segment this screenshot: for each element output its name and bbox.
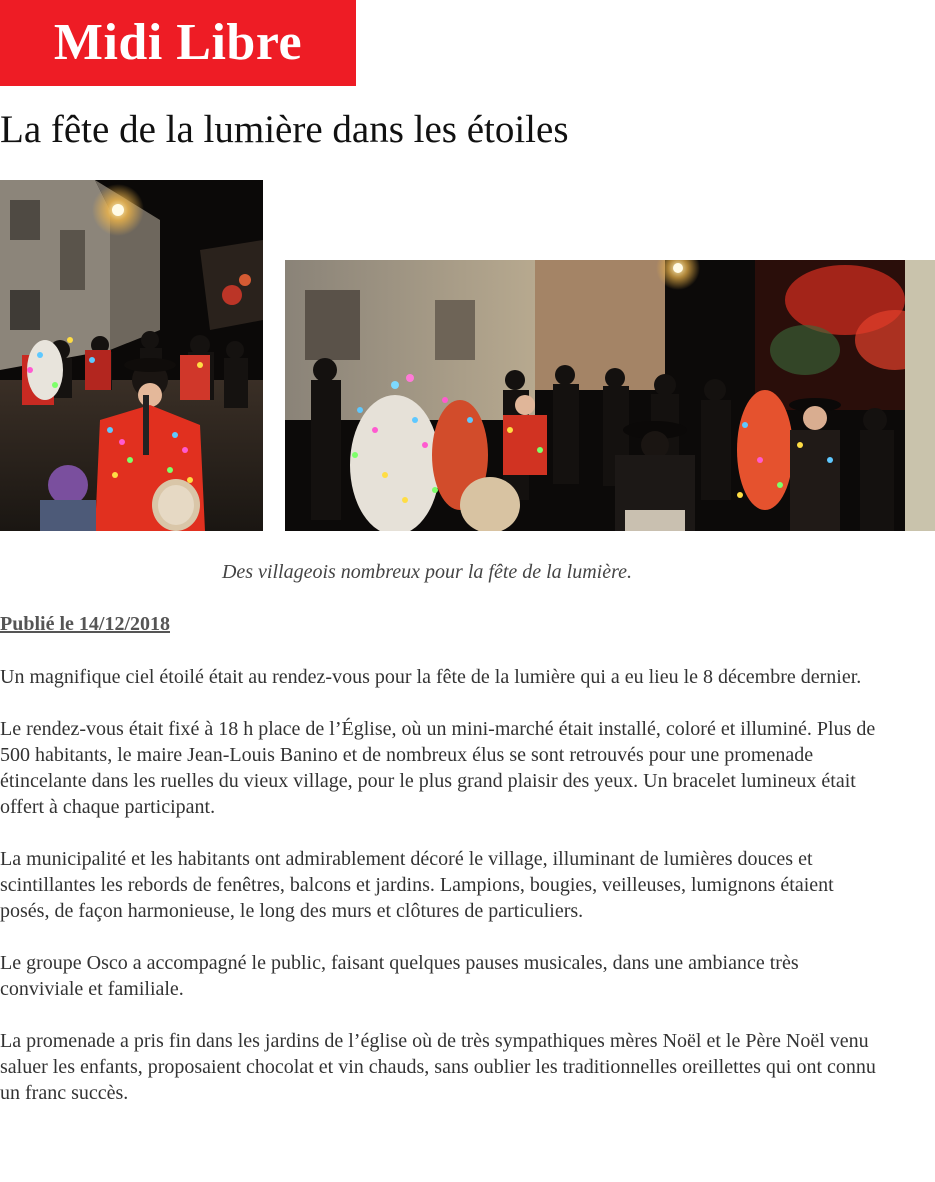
photo-night-procession-street bbox=[0, 180, 263, 531]
midi-libre-logo[interactable]: Midi Libre bbox=[0, 0, 356, 86]
article-paragraph: Le rendez-vous était fixé à 18 h place de l’Église, où un mini-marché était installé, coloré et illuminé. Plus de 500 habitants, le maire Jean-Louis Banino et de nombreux élus se sont retrouvés pour une promenade étincelante dans les ruelles du vieux village, pour le plus grand plaisir des yeux. Un bracelet lumineux était offert à chaque participant. bbox=[0, 718, 876, 818]
article-paragraph: Un magnifique ciel étoilé était au rendez-vous pour la fête de la lumière qui a eu lieu le 8 décembre dernier. bbox=[0, 666, 862, 688]
photo-night-procession-crowd bbox=[285, 260, 935, 531]
article-title: La fête de la lumière dans les étoiles bbox=[0, 108, 569, 151]
photo-caption: Des villageois nombreux pour la fête de la lumière. bbox=[221, 561, 633, 583]
article-paragraph: La promenade a pris fin dans les jardins de l’église où de très sympathiques mères Noël et le Père Noël venu saluer les enfants, proposaient chocolat et vin chauds, sans oublier les traditionnelles oreillettes qui ont connu un franc succès. bbox=[0, 1030, 876, 1104]
article-body bbox=[0, 664, 880, 1132]
publication-date[interactable]: Publié le 14/12/2018 bbox=[0, 613, 170, 635]
article-paragraph: Le groupe Osco a accompagné le public, faisant quelques pauses musicales, dans une ambiance très conviviale et familiale. bbox=[0, 952, 799, 1000]
article-paragraph: La municipalité et les habitants ont admirablement décoré le village, illuminant de lumières douces et scintillantes les rebords de fenêtres, balcons et jardins. Lampions, bougies, veilleuses, lumignons étaient posés, de façon harmonieuse, le long des murs et clôtures de particuliers. bbox=[0, 848, 834, 922]
